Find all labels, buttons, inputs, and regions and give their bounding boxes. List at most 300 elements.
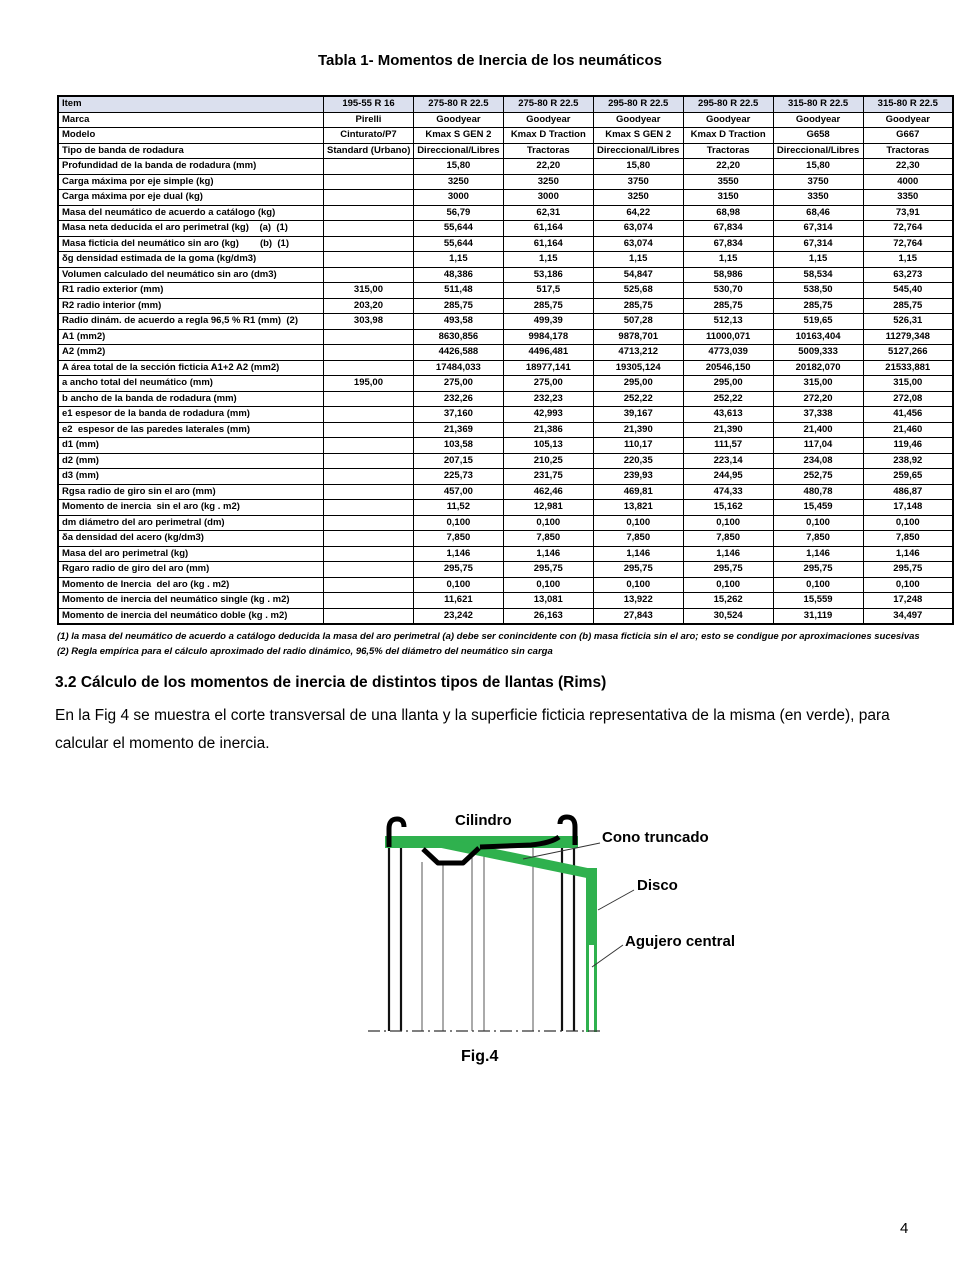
cell-value: 1,146	[863, 546, 953, 562]
cell-value	[324, 577, 414, 593]
cell-value: 525,68	[593, 283, 683, 299]
cell-value	[324, 345, 414, 361]
cell-value	[324, 360, 414, 376]
cell-value: 0,100	[773, 577, 863, 593]
cell-value: 203,20	[324, 298, 414, 314]
cell-value: 21533,881	[863, 360, 953, 376]
row-label: Radio dinám. de acuerdo a regla 96,5 % R1 (mm) (2)	[58, 314, 324, 330]
table-row	[58, 515, 953, 531]
cell-value: Tractoras	[863, 143, 953, 159]
cell-value	[324, 562, 414, 578]
cell-value: 111,57	[683, 438, 773, 454]
cell-value	[324, 205, 414, 221]
cell-value: 0,100	[503, 515, 593, 531]
cell-value: 5127,266	[863, 345, 953, 361]
cell-value: 285,75	[863, 298, 953, 314]
cell-value: 4426,588	[413, 345, 503, 361]
cell-value: 252,22	[683, 391, 773, 407]
central-hole-edge	[586, 945, 589, 1032]
cell-value: 37,338	[773, 407, 863, 423]
table-row	[58, 531, 953, 547]
cell-value: Goodyear	[773, 112, 863, 128]
table-row	[58, 577, 953, 593]
col-header-tire-size: 275-80 R 22.5	[503, 96, 593, 112]
cell-value: 0,100	[683, 577, 773, 593]
cell-value: 54,847	[593, 267, 683, 283]
cell-value: 13,081	[503, 593, 593, 609]
cell-value: 512,13	[683, 314, 773, 330]
table-row	[58, 593, 953, 609]
cell-value: 22,20	[683, 159, 773, 175]
col-header-tire-size: 295-80 R 22.5	[593, 96, 683, 112]
table-row	[58, 236, 953, 252]
cell-value	[324, 608, 414, 624]
col-header-tire-size: 275-80 R 22.5	[413, 96, 503, 112]
table-row	[58, 345, 953, 361]
cell-value: 3350	[773, 190, 863, 206]
cell-value: 295,75	[503, 562, 593, 578]
cell-value: 0,100	[593, 577, 683, 593]
cell-value: Tractoras	[683, 143, 773, 159]
cell-value: 7,850	[503, 531, 593, 547]
cell-value: 545,40	[863, 283, 953, 299]
cell-value: 259,65	[863, 469, 953, 485]
row-label: e1 espesor de la banda de rodadura (mm)	[58, 407, 324, 423]
cell-value: 474,33	[683, 484, 773, 500]
cell-value: 210,25	[503, 453, 593, 469]
cell-value: 295,75	[593, 562, 683, 578]
cell-value: 252,22	[593, 391, 683, 407]
cell-value	[324, 252, 414, 268]
cell-value: Standard (Urbano)	[324, 143, 414, 159]
cell-value: 20182,070	[773, 360, 863, 376]
cell-value: 285,75	[593, 298, 683, 314]
table-row	[58, 422, 953, 438]
cell-value: 3750	[773, 174, 863, 190]
cell-value: 285,75	[413, 298, 503, 314]
row-label: δa densidad del acero (kg/dm3)	[58, 531, 324, 547]
cell-value: 295,00	[593, 376, 683, 392]
cell-value: 493,58	[413, 314, 503, 330]
cell-value: 469,81	[593, 484, 683, 500]
cell-value: 3550	[683, 174, 773, 190]
cell-value	[324, 515, 414, 531]
row-label: δg densidad estimada de la goma (kg/dm3)	[58, 252, 324, 268]
cell-value: 15,80	[413, 159, 503, 175]
cell-value: 511,48	[413, 283, 503, 299]
cell-value: 9984,178	[503, 329, 593, 345]
cell-value: 1,146	[593, 546, 683, 562]
cell-value: 105,13	[503, 438, 593, 454]
cell-value: 195,00	[324, 376, 414, 392]
cell-value: Goodyear	[593, 112, 683, 128]
cell-value: 39,167	[593, 407, 683, 423]
cell-value: 67,834	[683, 221, 773, 237]
cell-value: 220,35	[593, 453, 683, 469]
cell-value: 315,00	[324, 283, 414, 299]
cell-value: 19305,124	[593, 360, 683, 376]
section-paragraph: En la Fig 4 se muestra el corte transversal de una llanta y la superficie ficticia representativa de la misma (en verde), para calcular el momento de inercia.	[55, 707, 890, 752]
cell-value: 55,644	[413, 221, 503, 237]
cell-value: 11,52	[413, 500, 503, 516]
table-row	[58, 112, 953, 128]
table-row	[58, 159, 953, 175]
cell-value: 11000,071	[683, 329, 773, 345]
cell-value: Goodyear	[683, 112, 773, 128]
cell-value: 64,22	[593, 205, 683, 221]
figure-caption: Fig.4	[461, 1048, 499, 1065]
cell-value: 58,986	[683, 267, 773, 283]
cell-value: 3250	[503, 174, 593, 190]
cell-value: 68,46	[773, 205, 863, 221]
cell-value: 10163,404	[773, 329, 863, 345]
cell-value: 11279,348	[863, 329, 953, 345]
disco-pointer-line	[598, 890, 634, 910]
cell-value: 15,459	[773, 500, 863, 516]
cell-value: 117,04	[773, 438, 863, 454]
cell-value: 67,834	[683, 236, 773, 252]
cell-value	[324, 593, 414, 609]
cell-value: 18977,141	[503, 360, 593, 376]
row-label: Carga máxima por eje dual (kg)	[58, 190, 324, 206]
cell-value	[324, 236, 414, 252]
cell-value: 3250	[593, 190, 683, 206]
row-label: R1 radio exterior (mm)	[58, 283, 324, 299]
table-row	[58, 438, 953, 454]
cell-value: 4496,481	[503, 345, 593, 361]
table-row	[58, 314, 953, 330]
cell-value: Kmax D Traction	[503, 128, 593, 144]
row-label: Marca	[58, 112, 324, 128]
row-label: Momento de Inercia del aro (kg . m2)	[58, 577, 324, 593]
row-label: Carga máxima por eje simple (kg)	[58, 174, 324, 190]
table-row	[58, 143, 953, 159]
cell-value: 244,95	[683, 469, 773, 485]
cell-value: 1,15	[683, 252, 773, 268]
cell-value: Direccional/Libres	[593, 143, 683, 159]
cell-value: 207,15	[413, 453, 503, 469]
cell-value	[324, 190, 414, 206]
table-row	[58, 562, 953, 578]
cell-value: 1,15	[863, 252, 953, 268]
table-row	[58, 190, 953, 206]
cell-value: 0,100	[413, 577, 503, 593]
cell-value: 272,08	[863, 391, 953, 407]
cell-value: Cinturato/P7	[324, 128, 414, 144]
cell-value: 252,75	[773, 469, 863, 485]
cell-value: 1,146	[503, 546, 593, 562]
cell-value	[324, 484, 414, 500]
cell-value: 232,26	[413, 391, 503, 407]
cell-value: 21,390	[593, 422, 683, 438]
row-label: Profundidad de la banda de rodadura (mm)	[58, 159, 324, 175]
cell-value: 72,764	[863, 221, 953, 237]
cell-value: 303,98	[324, 314, 414, 330]
cell-value: 517,5	[503, 283, 593, 299]
cell-value: 4713,212	[593, 345, 683, 361]
cell-value: 1,146	[773, 546, 863, 562]
row-label: Rgsa radio de giro sin el aro (mm)	[58, 484, 324, 500]
cell-value: 21,390	[683, 422, 773, 438]
table-row	[58, 128, 953, 144]
table-row	[58, 329, 953, 345]
rim-drawing	[345, 800, 785, 1040]
cell-value: 31,119	[773, 608, 863, 624]
col-header-tire-size: 315-80 R 22.5	[863, 96, 953, 112]
cell-value: 68,98	[683, 205, 773, 221]
cell-value: 5009,333	[773, 345, 863, 361]
cell-value: Kmax D Traction	[683, 128, 773, 144]
cell-value	[324, 221, 414, 237]
cell-value: 37,160	[413, 407, 503, 423]
cell-value: 4000	[863, 174, 953, 190]
row-label: a ancho total del neumático (mm)	[58, 376, 324, 392]
cell-value: Pirelli	[324, 112, 414, 128]
cell-value	[324, 469, 414, 485]
row-label: d1 (mm)	[58, 438, 324, 454]
table-row	[58, 407, 953, 423]
row-label: Volumen calculado del neumático sin aro (dm3)	[58, 267, 324, 283]
cell-value: 4773,039	[683, 345, 773, 361]
cell-value: 507,28	[593, 314, 683, 330]
cell-value: G658	[773, 128, 863, 144]
cell-value: 15,80	[773, 159, 863, 175]
cell-value: 22,20	[503, 159, 593, 175]
table-title: Tabla 1- Momentos de Inercia de los neumáticos	[318, 52, 662, 69]
row-label: d3 (mm)	[58, 469, 324, 485]
cell-value: 67,314	[773, 221, 863, 237]
cell-value: 486,87	[863, 484, 953, 500]
row-label: A área total de la sección ficticia A1+2 A2 (mm2)	[58, 360, 324, 376]
cell-value	[324, 329, 414, 345]
cell-value	[324, 267, 414, 283]
cell-value: 295,75	[413, 562, 503, 578]
cell-value: 61,164	[503, 221, 593, 237]
cell-value: 538,50	[773, 283, 863, 299]
figure-label-agujero-central: Agujero central	[625, 933, 736, 950]
cell-value: 27,843	[593, 608, 683, 624]
cell-value: 285,75	[503, 298, 593, 314]
cell-value	[324, 546, 414, 562]
cell-value: 0,100	[683, 515, 773, 531]
cell-value: Tractoras	[503, 143, 593, 159]
cell-value: 285,75	[683, 298, 773, 314]
cell-value	[324, 391, 414, 407]
cell-value: Direccional/Libres	[773, 143, 863, 159]
cell-value: 3000	[413, 190, 503, 206]
cell-value: 295,75	[773, 562, 863, 578]
cell-value: 17,148	[863, 500, 953, 516]
cell-value	[324, 438, 414, 454]
table-row	[58, 221, 953, 237]
table-row	[58, 608, 953, 624]
cell-value: 13,821	[593, 500, 683, 516]
col-header-tire-size: 295-80 R 22.5	[683, 96, 773, 112]
cell-value: 17484,033	[413, 360, 503, 376]
cell-value: 0,100	[593, 515, 683, 531]
cell-value	[324, 500, 414, 516]
cell-value: 7,850	[593, 531, 683, 547]
table-row	[58, 252, 953, 268]
cell-value: 3750	[593, 174, 683, 190]
table-row	[58, 453, 953, 469]
row-label: e2 espesor de las paredes laterales (mm)	[58, 422, 324, 438]
cell-value: 462,46	[503, 484, 593, 500]
cell-value: 3250	[413, 174, 503, 190]
row-label: Modelo	[58, 128, 324, 144]
cell-value: 285,75	[773, 298, 863, 314]
page-number: 4	[900, 1220, 909, 1237]
cell-value: G667	[863, 128, 953, 144]
cell-value: 67,314	[773, 236, 863, 252]
col-header-item: Item	[58, 96, 324, 112]
cell-value: 62,31	[503, 205, 593, 221]
cell-value: 3350	[863, 190, 953, 206]
cell-value: 275,00	[503, 376, 593, 392]
row-label: Masa ficticia del neumático sin aro (kg) (b) (1)	[58, 236, 324, 252]
cell-value: 20546,150	[683, 360, 773, 376]
cell-value: 7,850	[863, 531, 953, 547]
cell-value: 457,00	[413, 484, 503, 500]
cell-value: 295,75	[863, 562, 953, 578]
col-header-tire-size: 315-80 R 22.5	[773, 96, 863, 112]
cell-value: 295,75	[683, 562, 773, 578]
cell-value: 480,78	[773, 484, 863, 500]
table-row	[58, 391, 953, 407]
cell-value: 0,100	[503, 577, 593, 593]
cell-value: 1,15	[773, 252, 863, 268]
cell-value: 499,39	[503, 314, 593, 330]
cell-value: 21,386	[503, 422, 593, 438]
row-label: Momento de inercia del neumático single (kg . m2)	[58, 593, 324, 609]
cell-value: 72,764	[863, 236, 953, 252]
cell-value: 43,613	[683, 407, 773, 423]
cell-value	[324, 174, 414, 190]
cell-value: 3000	[503, 190, 593, 206]
table-footnotes	[57, 629, 954, 659]
cell-value: 13,922	[593, 593, 683, 609]
cell-value	[324, 453, 414, 469]
cell-value: 73,91	[863, 205, 953, 221]
central-hole-edge	[594, 945, 597, 1032]
cell-value: 315,00	[773, 376, 863, 392]
disc-shape	[586, 868, 597, 945]
cell-value: 23,242	[413, 608, 503, 624]
figure-label-cilindro: Cilindro	[455, 812, 512, 829]
cell-value: Goodyear	[863, 112, 953, 128]
cell-value: 26,163	[503, 608, 593, 624]
table-row	[58, 376, 953, 392]
inertia-table-container	[57, 95, 954, 625]
cell-value: 1,15	[413, 252, 503, 268]
row-label: A1 (mm2)	[58, 329, 324, 345]
cell-value: 119,46	[863, 438, 953, 454]
cell-value: Direccional/Libres	[413, 143, 503, 159]
table-row	[58, 484, 953, 500]
cell-value: 7,850	[773, 531, 863, 547]
cell-value: 22,30	[863, 159, 953, 175]
cell-value: 63,273	[863, 267, 953, 283]
table-row	[58, 267, 953, 283]
row-label: Masa del neumático de acuerdo a catálogo (kg)	[58, 205, 324, 221]
cell-value: 55,644	[413, 236, 503, 252]
cell-value: 0,100	[863, 577, 953, 593]
cell-value: 0,100	[773, 515, 863, 531]
cell-value: 0,100	[413, 515, 503, 531]
cell-value: 53,186	[503, 267, 593, 283]
table-row	[58, 500, 953, 516]
cell-value	[324, 422, 414, 438]
row-label: b ancho de la banda de rodadura (mm)	[58, 391, 324, 407]
cell-value: 1,15	[593, 252, 683, 268]
figure-label-disco: Disco	[637, 877, 678, 894]
cell-value: 30,524	[683, 608, 773, 624]
cell-value: 7,850	[683, 531, 773, 547]
cell-value: 315,00	[863, 376, 953, 392]
cell-value: 232,23	[503, 391, 593, 407]
cell-value: 239,93	[593, 469, 683, 485]
cell-value: 48,386	[413, 267, 503, 283]
cell-value: 110,17	[593, 438, 683, 454]
cell-value: 42,993	[503, 407, 593, 423]
rim-cross-section-figure	[345, 800, 785, 1100]
cell-value: 61,164	[503, 236, 593, 252]
row-label: Tipo de banda de rodadura	[58, 143, 324, 159]
cell-value: 58,534	[773, 267, 863, 283]
cell-value: 63,074	[593, 236, 683, 252]
cell-value: 15,162	[683, 500, 773, 516]
cell-value: 1,146	[413, 546, 503, 562]
cell-value	[324, 159, 414, 175]
section-heading: 3.2 Cálculo de los momentos de inercia de distintos tipos de llantas (Rims)	[55, 674, 607, 691]
row-label: R2 radio interior (mm)	[58, 298, 324, 314]
table-row	[58, 205, 953, 221]
cell-value: 295,00	[683, 376, 773, 392]
cell-value: 223,14	[683, 453, 773, 469]
cell-value: Kmax S GEN 2	[413, 128, 503, 144]
row-label: d2 (mm)	[58, 453, 324, 469]
footnote-2: (2) Regla empírica para el cálculo aproximado del radio dinámico, 96,5% del diámetro del neumático sin carga	[57, 646, 553, 658]
cell-value: 9878,701	[593, 329, 683, 345]
table-header-row	[58, 96, 953, 112]
table-row	[58, 360, 953, 376]
cell-value: Kmax S GEN 2	[593, 128, 683, 144]
table-row	[58, 469, 953, 485]
cell-value: 1,15	[503, 252, 593, 268]
cell-value: 11,621	[413, 593, 503, 609]
cell-value: Goodyear	[413, 112, 503, 128]
cell-value: 63,074	[593, 221, 683, 237]
cell-value: 238,92	[863, 453, 953, 469]
row-label: dm diámetro del aro perimetral (dm)	[58, 515, 324, 531]
table-row	[58, 174, 953, 190]
cell-value: Goodyear	[503, 112, 593, 128]
cell-value: 272,20	[773, 391, 863, 407]
col-header-tire-size: 195-55 R 16	[324, 96, 414, 112]
cell-value: 7,850	[413, 531, 503, 547]
row-label: A2 (mm2)	[58, 345, 324, 361]
cell-value: 17,248	[863, 593, 953, 609]
cell-value: 231,75	[503, 469, 593, 485]
cell-value: 3150	[683, 190, 773, 206]
cell-value: 21,369	[413, 422, 503, 438]
cell-value: 21,400	[773, 422, 863, 438]
cell-value: 0,100	[863, 515, 953, 531]
cell-value: 15,559	[773, 593, 863, 609]
cell-value: 8630,856	[413, 329, 503, 345]
cell-value: 34,497	[863, 608, 953, 624]
cell-value: 12,981	[503, 500, 593, 516]
